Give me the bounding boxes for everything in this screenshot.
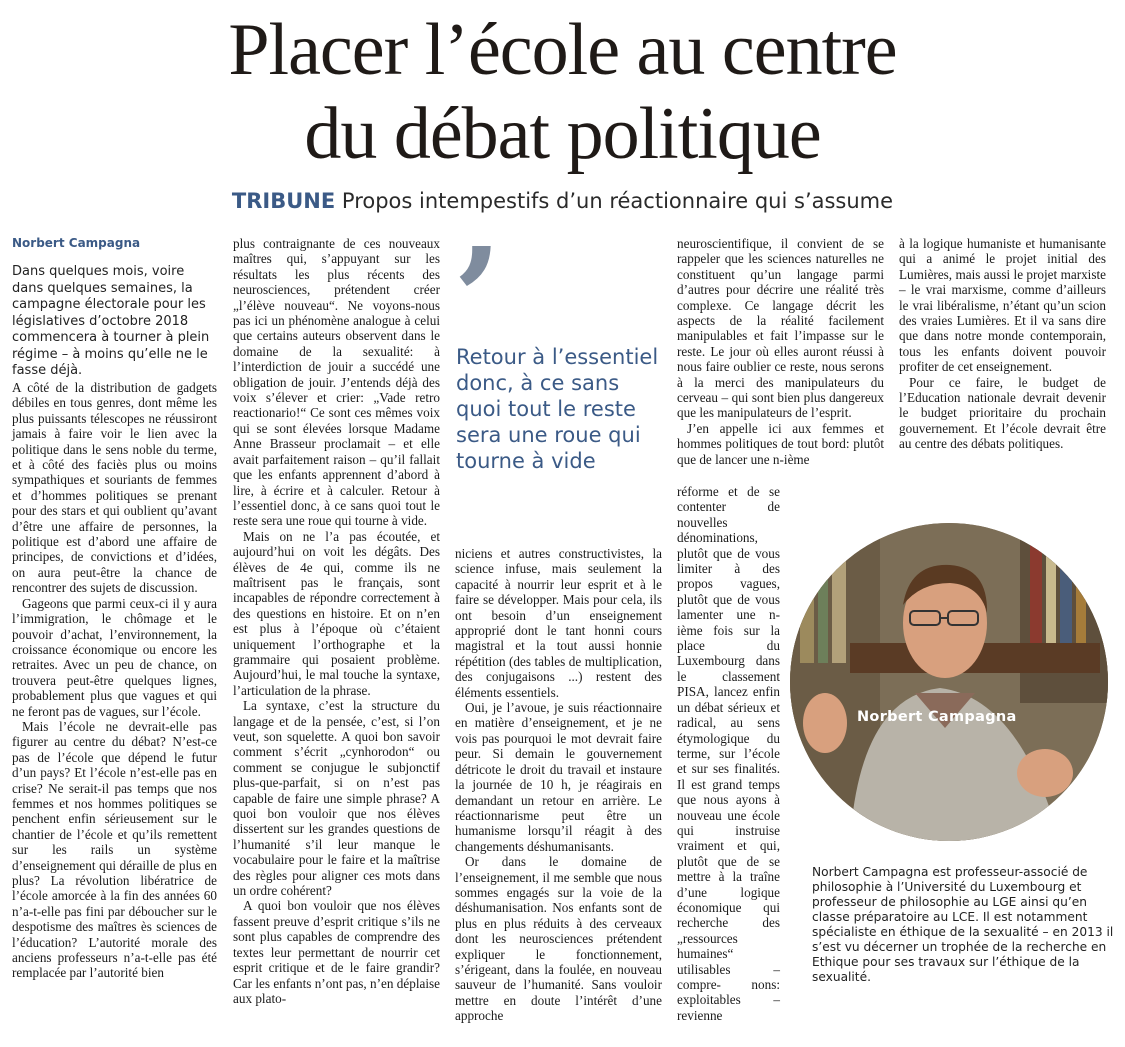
- quotation-mark-icon: ’: [453, 218, 502, 382]
- paragraph: niciens et autres constructivistes, la science infuse, mais seulement la capacité à nourrir leur esprit et à le faire se développer. Mais pour cela, ils ont besoin d’un enseignement approprié dont le tant honni cours magistral et la tout aussi honnie répétition (des tables de multiplication, des conjugaisons ...) restent des éléments essentiels.: [455, 546, 662, 700]
- paragraph: J’en appelle ici aux femmes et hommes politiques de tout bord: plutôt que de lancer une n-ième: [677, 420, 884, 467]
- paragraph: Pour ce faire, le budget de l’Education nationale devrait devenir le budget prioritaire du prochain gouvernement. Et l’école devrait être au centre des débats politiques.: [899, 374, 1106, 452]
- paragraph: A côté de la distribution de gadgets débiles en tous genres, dont même les plus puissants télescopes ne réussiront jamais à faire voir le lien avec la politique dans le sens noble du terme, et à côté des faciès plus ou moins sympathiques et souriants de femmes et d’hommes politiques se prenant pour des stars et qui oublient qu’avant d’être une affaire de personnes, la politique est d’abord une affaire de principes, de convictions et d’idées, on aura peut-être la chance de rencontrer des sujets de discussion.: [12, 380, 217, 596]
- portrait-illustration: [790, 523, 1108, 841]
- headline-line-1: Placer l’école au centre: [228, 9, 897, 91]
- pull-quote: Retour à l’essentiel donc, à ce sans quoi tout le reste sera une roue qui tourne à vide: [456, 345, 659, 473]
- byline: Norbert Campagna: [12, 236, 141, 250]
- paragraph: Mais on ne l’a pas écoutée, et aujourd’hui on voit les dégâts. Des élèves de 4e qui, comme ils ne maîtrisent pas le français, sont incapables de répondre correctement à des questions en histoire. Et on n’en est plus à l’époque où c’étaient uniquement l’orthographe et la grammaire qui posaient problème. Aujourd’hui, le mal touche la syntaxe, l’articulation de la phrase.: [233, 528, 440, 698]
- rubric-kicker: TRIBUNE: [231, 189, 336, 213]
- headline: [0, 8, 1125, 176]
- paragraph: réforme et de se contenter de nouvelles dénominations, plutôt que de vous limiter à des propos vagues, plutôt que de vous lamenter une n-ième fois sur la place du Luxembourg dans le classement PISA, lancez enfin un débat sérieux et radical, au sens étymologique du terme, sur l’école et sur ses finalités. Il est grand temps que nous ayons à nouveau une école qui instruise vraiment et qui, plutôt que de se mettre à la traîne d’une logique économique qui recherche des „ressources humaines“ utilisables – compre- nons: exploitables – revienne: [677, 484, 780, 1023]
- paragraph: Mais l’école ne devrait-elle pas figurer au centre du débat? N’est-ce pas de l’école que dépend le futur d’un pays? Et l’école n’est-elle pas en crise? Ne serait-il pas temps que nos femmes et nos hommes politiques se penchent enfin sérieusement sur le chantier de l’école et qu’ils remettent sur les rails un système d’enseignement qui déraille de plus en plus? La révolution libératrice de l’école amorcée à la fin des années 60 n’a-t-elle pas fini par déboucher sur le despotisme des maîtres ès sciences de l’éducation? L’autorité morale des anciens professeurs n’a-t-elle pas été remplacée par l’autorité bien: [12, 718, 217, 981]
- article-column-3: [455, 546, 662, 1024]
- article-column-4-narrow: [677, 484, 780, 1023]
- article-column-1: [12, 380, 217, 981]
- subheadline-text: Propos intempestifs d’un réactionnaire qui s’assume: [341, 189, 894, 213]
- paragraph: Gageons que parmi ceux-ci il y aura l’immigration, le chômage et le pouvoir d’achat, l’environnement, la croissance économique ou encore les retraites. Avec un peu de chance, on trouvera peut-être quelques lignes, probablement plus que vagues et qui ne feront pas de vagues, sur l’école.: [12, 595, 217, 719]
- subheadline: [0, 189, 1125, 213]
- paragraph: Oui, je l’avoue, je suis réactionnaire en matière d’enseignement, et je ne vois pas pourquoi le mot devrait faire peur. Si demain le gouvernement détricote le droit du travail et instaure la journée de 10 h, je réagirais en demandant un retour en arrière. Le réactionnarisme peut être un humanisme lorsqu’il réagit à des changements déshumanisants.: [455, 700, 662, 854]
- lead-paragraph: Dans quelques mois, voire dans quelques semaines, la campagne électorale pour les législatives d’octobre 2018 commencera à tourner à plein régime – à moins qu’elle ne le fasse déjà.: [12, 264, 210, 378]
- article-column-2: [233, 236, 440, 1006]
- article-column-5: [899, 236, 1106, 452]
- paragraph: plus contraignante de ces nouveaux maîtres qui, s’appuyant sur les résultats les plus récents des neurosciences, prétendent créer „l’élève nouveau“. Ne voyons-nous pas ici un phénomène analogue à celui que certains auteurs observent dans le domaine de la sexualité: à l’interdiction de jouir a succédé une obligation de jouir. J’entends déjà des voix s’élever et crier: „Vade retro reactionario!“ Ce sont ces mêmes voix qui se sont élevées lorsque Madame Anne Brasseur proclamait – et elle avait parfaitement raison – qu’il fallait que les enfants apprennent d’abord à lire, à écrire et à calculer. Retour à l’essentiel donc, à ce sans quoi tout le reste sera une roue qui tourne à vide.: [233, 236, 440, 529]
- paragraph: à la logique humaniste et humanisante qui a animé le projet initial des Lumières, mais aussi le projet marxiste – le vrai marxisme, comme d’ailleurs le vrai libéralisme, n’étant qu’un scion des vraies Lumières. Et il va sans dire que dans notre monde contemporain, tous les enfants doivent pouvoir profiter de cet enseignement.: [899, 236, 1106, 375]
- article-column-4: [677, 236, 884, 467]
- paragraph: Or dans le domaine de l’enseignement, il me semble que nous sommes engagés sur la voie de la déshumanisation. Nos enfants sont de plus en plus réduits à des cerveaux dont les neurosciences prétendent expliquer le fonctionnement, s’érigeant, dans la foulée, en nouveau sauveur de l’humanité. Sans vouloir mettre en doute l’intérêt d’une approche: [455, 854, 662, 1024]
- headline-line-2: du débat politique: [304, 93, 821, 175]
- paragraph: La syntaxe, c’est la structure du langage et de la pensée, c’est, si l’on veut, son squelette. A quoi bon savoir comment s’écrit „cynhorodon“ ou comment se conjugue le subjonctif plus-que-parfait, si on n’est pas capable de faire une simple phrase? A quoi bon vouloir que nos élèves dissertent sur les grandes questions de l’humanité s’il leur manque le vocabulaire pour le faire et la maîtrise des règles pour aligner ces mots dans un ordre cohérent?: [233, 698, 440, 899]
- paragraph: neuroscientifique, il convient de se rappeler que les sciences naturelles ne constituent qu’un langage parmi d’autres pour décrire une réalité très complexe. Ce langage décrit les aspects de la réalité facilement manipulables et fait l’impasse sur le reste. Le jour où elles auront réussi à nous faire oublier ce reste, nous serons à la merci des manipulateurs du cerveau – qui sont bien plus dangereux que les manipulateurs de l’esprit.: [677, 236, 884, 421]
- paragraph: A quoi bon vouloir que nos élèves fassent preuve d’esprit critique s’ils ne sont plus capables de comprendre des textes leur permettant de nourrir cet esprit critique et de le faire grandir? Car les enfants n’ont pas, n’en déplaise aux plato-: [233, 898, 440, 1006]
- photo-caption: Norbert Campagna: [857, 709, 1017, 725]
- author-bio: Norbert Campagna est professeur-associé de philosophie à l’Université du Luxembourg et professeur de philosophie au LGE ainsi qu’en classe préparatoire au LCE. Il est notamment spécialiste en éthique de la sexualité – en 2013 il s’est vu décerner un trophée de la recherche en Ethique pour ses travaux sur l’éthique de la sexualité.: [812, 865, 1114, 984]
- author-photo: [790, 523, 1108, 841]
